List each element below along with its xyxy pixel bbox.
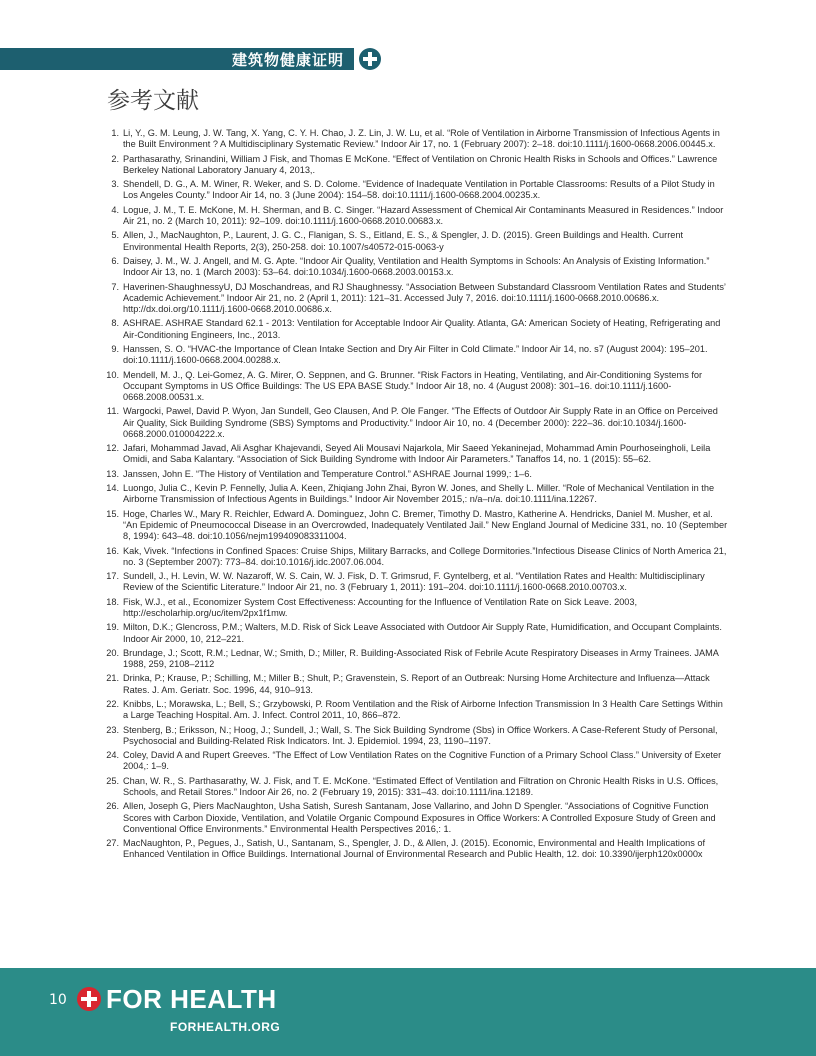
- reference-item: 26 . Allen, Joseph G, Piers MacNaughton, Usha Satish, Suresh Santanam, Jose Vallarino, and John D Spengler. “Associations of Cognitive Function Scores with Carbon Dioxide, Ventilation, and Volatile Organic Compound Exposures in Office Workers: A Controlled Exposure Study of Green and Conventional Office Environments.” Environmental Health Perspectives 2016,: 1.: [104, 801, 728, 835]
- page-title: 参考文献: [107, 88, 199, 114]
- red-plus-circle-icon: [77, 987, 101, 1011]
- reference-item: 24 . Coley, David A and Rupert Greeves. “The Effect of Low Ventilation Rates on the Cognitive Function of a Primary School Class.” University of Exeter 2004,: 1–9.: [104, 750, 728, 772]
- plus-circle-icon: [359, 48, 381, 70]
- reference-item: 7 . Haverinen-ShaughnessyU, DJ Moschandreas, and RJ Shaughnessy. “Association Between Substandard Classroom Ventilation Rates and Students’ Academic Achievement.” Indoor Air 21, no. 2 (April 1, 2011): 121–31. Accessed July 7, 2016. doi:10.1111/j.1600-0668.2010.00686.x. http://dx.doi.org/10.1111/j.1600-0668.2010.00686.x.: [104, 282, 728, 316]
- brand-url[interactable]: FORHEALTH.ORG: [170, 1020, 281, 1034]
- reference-item: 21 . Drinka, P.; Krause, P.; Schilling, M.; Miller B.; Shult, P.; Gravenstein, S. Report of an Outbreak: Nursing Home Architecture and Influenza—Attack Rates. J. Am. Geriatr. Soc. 1996, 44, 910–913.: [104, 673, 728, 695]
- reference-item: 5 . Allen, J., MacNaughton, P., Laurent, J. G. C., Flanigan, S. S., Eitland, E. S., & Spengler, J. D. (2015). Green Buildings and Health. Current Environmental Health Reports, 2(3), 250-258. doi: 10.1007/s40572-015-0063-y: [104, 230, 728, 252]
- reference-item: 17 . Sundell, J., H. Levin, W. W. Nazaroff, W. S. Cain, W. J. Fisk, D. T. Grimsrud, F. Gyntelberg, et al. “Ventilation Rates and Health: Multidisciplinary Review of the Scientific Literature.” Indoor Air 21, no. 3 (February 1, 2011): 191–204. doi:10.1111/j.1600-0668.2010.00703.x.: [104, 571, 728, 593]
- reference-item: 12 . Jafari, Mohammad Javad, Ali Asghar Khajevandi, Seyed Ali Mousavi Najarkola, Mir Saeed Yekaninejad, Mohammad Amin Pourhoseingholi, Leila Omidi, and Saba Kalantary. “Association of Sick Building Syndrome with Indoor Air Parameters.” Tanaffos 14, no. 1 (2015): 55–62.: [104, 443, 728, 465]
- reference-item: 16 . Kak, Vivek. “Infections in Confined Spaces: Cruise Ships, Military Barracks, and College Dormitories.”Infectious Disease Clinics of North America 21, no. 3 (September 2007): 773–84. doi:10.1016/j.idc.2007.06.004.: [104, 546, 728, 568]
- footer: [0, 968, 816, 1056]
- reference-item: 9 . Hanssen, S. O. “HVAC-the Importance of Clean Intake Section and Dry Air Filter in Cold Climate.” Indoor Air 14, no. s7 (August 2004): 195–201. doi:10.1111/j.1600-0668.2004.00288.x.: [104, 344, 728, 366]
- page-number: 10: [49, 992, 67, 1008]
- header-band: [0, 48, 354, 70]
- reference-item: 18 . Fisk, W.J., et al., Economizer System Cost Effectiveness: Accounting for the Influence of Ventilation Rate on Sick Leave. 2003, http://escholarhip.org/uc/item/2px1f1mw.: [104, 597, 728, 619]
- reference-item: 19 . Milton, D.K.; Glencross, P.M.; Walters, M.D. Risk of Sick Leave Associated with Outdoor Air Supply Rate, Humidification, and Occupant Complaints. Indoor Air 2000, 10, 212–221.: [104, 622, 728, 644]
- reference-item: 13 . Janssen, John E. “The History of Ventilation and Temperature Control.” ASHRAE Journal 1999,: 1–6.: [104, 469, 728, 480]
- reference-item: 22 . Knibbs, L.; Morawska, L.; Bell, S.; Grzybowski, P. Room Ventilation and the Risk of Airborne Infection Transmission In 3 Health Care Settings Within a Large Teaching Hospital. Am. J. Infect. Control 2011, 10, 866–872.: [104, 699, 728, 721]
- band-title: 建筑物健康证明: [231, 50, 344, 69]
- reference-item: 14 . Luongo, Julia C., Kevin P. Fennelly, Julia A. Keen, Zhiqiang John Zhai, Byron W. Jones, and Shelly L. Miller. “Role of Mechanical Ventilation in the Airborne Transmission of Infectious Agents in Buildings.” Indoor Air November 2015,: n/a–n/a. doi:10.1111/ina.12267.: [104, 483, 728, 505]
- reference-item: 27 . MacNaughton, P., Pegues, J., Satish, U., Santanam, S., Spengler, J. D., & Allen, J. (2015). Economic, Environmental and Health Implications of Enhanced Ventilation in Office Buildings. International Journal of Environmental Research and Public Health, 12. doi: 10.3390/ijerph120x0000x: [104, 838, 728, 860]
- reference-item: 1 . Li, Y., G. M. Leung, J. W. Tang, X. Yang, C. Y. H. Chao, J. Z. Lin, J. W. Lu, et al. “Role of Ventilation in Airborne Transmission of Infectious Agents in the Built Environment ? A Multidisciplinary Systematic Review.” Indoor Air 17, no. 1 (February 2007): 2–18. doi:10.1111/j.1600-0668.2006.00445.x.: [104, 128, 728, 150]
- reference-item: 8 . ASHRAE. ASHRAE Standard 62.1 - 2013: Ventilation for Acceptable Indoor Air Quality. Atlanta, GA: American Society of Heating, Refrigerating and Air-Conditioning Engineers, Inc., 2013.: [104, 318, 728, 340]
- reference-item: 10 . Mendell, M. J., Q. Lei-Gomez, A. G. Mirer, O. Seppnen, and G. Brunner. “Risk Factors in Heating, Ventilating, and Air-Conditioning Systems for Occupant Symptoms in US Office Buildings: The US EPA BASE Study.” Indoor Air 18, no. 4 (August 2008): 301–16. doi:10.1111/j.1600-0668.2008.00531.x.: [104, 370, 728, 404]
- reference-item: 2 . Parthasarathy, Srinandini, William J Fisk, and Thomas E McKone. “Effect of Ventilation on Chronic Health Risks in Schools and Offices.” Lawrence Berkeley National Laboratory January 4, 2013,.: [104, 154, 728, 176]
- reference-item: 20 . Brundage, J.; Scott, R.M.; Lednar, W.; Smith, D.; Miller, R. Building-Associated Risk of Febrile Acute Respiratory Diseases in Army Trainees. JAMA 1988, 259, 2108–2112: [104, 648, 728, 670]
- reference-list: [104, 128, 728, 864]
- reference-item: 23 . Stenberg, B.; Eriksson, N.; Hoog, J.; Sundell, J.; Wall, S. The Sick Building Syndrome (Sbs) in Office Workers. A Case-Referent Study of Personal, Psychosocial and Building-Related Risk Indicators. Int. J. Epidemiol. 1994, 23, 1190–1197.: [104, 725, 728, 747]
- reference-item: 25 . Chan, W. R., S. Parthasarathy, W. J. Fisk, and T. E. McKone. “Estimated Effect of Ventilation and Filtration on Chronic Health Risks in U.S. Offices, Schools, and Retail Stores.” Indoor Air 26, no. 2 (February 19, 2015): 331–43. doi:10.1111/ina.12189.: [104, 776, 728, 798]
- brand-name[interactable]: FOR HEALTH: [106, 984, 277, 1014]
- reference-item: 15 . Hoge, Charles W., Mary R. Reichler, Edward A. Dominguez, John C. Bremer, Timothy D. Mastro, Katherine A. Hendricks, Daniel M. Musher, et al. “An Epidemic of Pneumococcal Disease in an Overcrowded, Inadequately Ventilated Jail.” New England Journal of Medicine 331, no. 10 (September 8, 1994): 643–48. doi:10.1056/nejm199409083311004.: [104, 509, 728, 543]
- reference-item: 3 . Shendell, D. G., A. M. Winer, R. Weker, and S. D. Colome. “Evidence of Inadequate Ventilation in Portable Classrooms: Results of a Pilot Study in Los Angeles County.” Indoor Air 14, no. 3 (June 2004): 154–58. doi:10.1111/j.1600-0668.2004.00235.x.: [104, 179, 728, 201]
- reference-item: 6 . Daisey, J. M., W. J. Angell, and M. G. Apte. “Indoor Air Quality, Ventilation and Health Symptoms in Schools: An Analysis of Existing Information.” Indoor Air 13, no. 1 (March 2003): 53–64. doi:10.1034/j.1600-0668.2003.00153.x.: [104, 256, 728, 278]
- reference-item: 4 . Logue, J. M., T. E. McKone, M. H. Sherman, and B. C. Singer. “Hazard Assessment of Chemical Air Contaminants Measured in Residences.” Indoor Air 21, no. 2 (March 10, 2011): 92–109. doi:10.1111/j.1600-0668.2010.00683.x.: [104, 205, 728, 227]
- reference-item: 11 . Wargocki, Pawel, David P. Wyon, Jan Sundell, Geo Clausen, And P. Ole Fanger. “The Effects of Outdoor Air Supply Rate in an Office on Perceived Air Quality, Sick Building Syndrome (SBS) Symptoms and Productivity.” Indoor Air 10, no. 4 (December 2000): 222–36. doi:10.1034/j.1600-0668.2000.010004222.x.: [104, 406, 728, 440]
